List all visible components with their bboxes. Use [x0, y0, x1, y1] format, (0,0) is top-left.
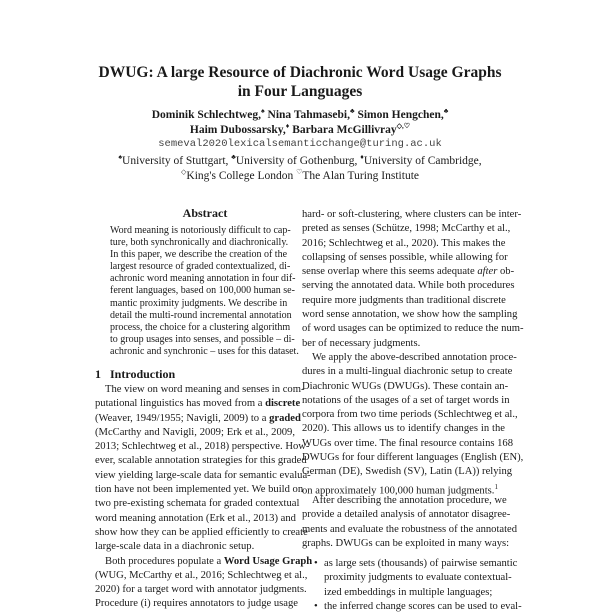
line-text: serving the annotated data. While both procedures: [302, 280, 515, 292]
abstract-line: process, the choice for a clustering algorithm: [110, 321, 291, 333]
line-text: DWUGs for four different languages (English (EN),: [302, 452, 524, 464]
text-line: [95, 512, 295, 526]
affiliation-mark: ♠: [118, 153, 123, 161]
line-text: ever, scalable annotation strategies for this graded: [95, 455, 307, 467]
text-line: [302, 380, 509, 394]
text-line: [302, 465, 513, 479]
text-line: [95, 583, 307, 597]
line-text: word meaning annotation (Erk et al., 2013) and: [95, 512, 296, 524]
text-line: [302, 523, 518, 537]
right-column-body: [302, 208, 524, 614]
affiliation-mark: ♦: [360, 153, 364, 161]
text-line: [95, 597, 298, 611]
section-title: Introduction: [110, 367, 176, 381]
abstract-line: ture, both synchronically and diachronically.: [110, 237, 289, 249]
affiliation-name: University of Stuttgart,: [122, 154, 229, 167]
author-name: Nina Tahmasebi,: [267, 108, 350, 121]
line-text: Procedure (i) requires annotators to judge usage: [95, 598, 298, 610]
text-line: [302, 308, 518, 322]
abstract-line: detail the multi-round incremental annotation: [110, 309, 292, 321]
affiliation-name: The Alan Turing Institute: [302, 169, 419, 182]
section-heading-introduction: [95, 367, 175, 382]
abstract-line: achronic word meaning annotation in four dif-: [110, 273, 296, 285]
abstract-line: ferent languages, based on 100,000 human se-: [110, 285, 295, 297]
text-line: [95, 440, 310, 454]
line-text: 2020). This allows us to identify changes in the: [302, 423, 505, 435]
text-line: [302, 337, 505, 351]
abstract-line: Word meaning is notoriously difficult to cap-: [110, 225, 291, 236]
abstract-line: mantic proximity judgments. We describe in: [110, 297, 288, 309]
bullet-line: • the inferred change scores can be used to eval-: [312, 600, 505, 614]
bullet-item: [312, 600, 522, 614]
line-text: (Weaver, 1949/1955; Navigli, 2009) to a: [95, 412, 270, 424]
introduction-body: [95, 383, 313, 612]
contact-email[interactable]: semeval2020lexicalsemanticchange@turing.ac.uk: [158, 138, 442, 150]
text-line: [95, 469, 311, 483]
text-line: [302, 480, 505, 497]
line-text: 2016; Schlechtweg et al., 2020). This makes the: [302, 237, 506, 249]
bullet-line: proximity judgments to evaluate contextual-: [324, 572, 512, 584]
bullet-item: [312, 557, 518, 600]
text-line: [302, 451, 524, 465]
text-line: [302, 408, 518, 422]
affiliation-mark: ♣: [231, 153, 236, 161]
authors-line-2: [0, 122, 600, 136]
line-text: corpora from two time periods (Schlechtweg et al.,: [302, 409, 518, 421]
abstract-heading: Abstract: [182, 206, 228, 220]
line-text: hard- or soft-clustering, where clusters can be inter-: [302, 209, 522, 220]
line-text: view yielding large-scale data for semantic evalua-: [95, 469, 311, 481]
author-name: Haim Dubossarsky,: [189, 123, 286, 136]
line-text: (McCarthy and Navigli, 2009; Erk et al., 2009,: [95, 426, 295, 438]
line-text: collapsing of senses possible, while allowing for: [302, 251, 508, 263]
line-text: require more judgments than traditional discrete: [302, 294, 506, 306]
paper-title-line-1: DWUG: A large Resource of Diachronic Word Usage Graphs: [98, 64, 502, 81]
affiliation-name: King's College London: [186, 169, 294, 182]
author-name: Dominik Schlechtweg,: [151, 108, 261, 121]
text-line: [95, 454, 307, 468]
line-text: ber of necessary judgments.: [302, 337, 421, 349]
text-line: [302, 365, 513, 379]
line-text: ob-: [497, 266, 515, 278]
line-text: of word usages can be optimized to reduce the num-: [302, 323, 524, 335]
author-mark: ♣: [443, 107, 449, 115]
line-text: sense overlap where this seems adequate: [302, 266, 478, 278]
bold-term: discrete: [265, 398, 301, 410]
line-text: large-scale data in a diachronic setup.: [95, 541, 255, 553]
line-text: Both procedures populate a: [105, 555, 224, 567]
affiliation-mark: ♡: [296, 168, 303, 176]
line-text: German (DE), Swedish (SV), Latin (LA)) relying: [302, 466, 513, 478]
abstract-line: In this paper, we describe the creation of the: [110, 249, 288, 261]
text-line: [95, 383, 305, 397]
author-name: Simon Hengchen,: [357, 108, 444, 121]
line-text: two pre-existing schemata for graded contextual: [95, 498, 300, 510]
text-line: [302, 237, 505, 251]
text-line: [302, 394, 510, 408]
line-text: WUGs over time. The final resource contains 168: [302, 437, 514, 449]
bullet-line: ized embeddings in multiple languages;: [324, 586, 493, 598]
text-line: [302, 294, 505, 308]
bullet-line: • as large sets (thousands) of pairwise semantic: [312, 557, 505, 571]
text-line: [302, 279, 515, 293]
text-line: [302, 208, 522, 222]
section-number: 1: [95, 367, 101, 381]
line-text: Diachronic WUGs (DWUGs). These contain an-: [302, 380, 509, 392]
line-text: (WUG, McCarthy et al., 2016; Schlechtweg et al.,: [95, 569, 308, 581]
footnote-marker: 1: [494, 482, 498, 491]
line-text: After describing the annotation procedure, we: [312, 494, 507, 506]
text-line: [302, 494, 505, 508]
abstract-line: to group usages into senses, and possible – di-: [110, 333, 295, 345]
author-mark: ◇,♡: [396, 122, 411, 130]
text-line: [302, 322, 524, 336]
affiliation-name: University of Cambridge,: [363, 154, 482, 167]
line-text: graphs. DWUGs can be exploited in many ways:: [302, 537, 510, 549]
line-text: 2013; Schlechtweg et al., 2018) perspective. How-: [95, 441, 310, 453]
text-line: [302, 422, 505, 436]
line-text: tion have not been implemented yet. We build on: [95, 484, 304, 496]
line-text: The view on word meaning and senses in com-: [105, 384, 305, 395]
line-text: putational linguistics has moved from a: [95, 398, 266, 410]
italic-term: after: [477, 266, 498, 278]
authors-line-1: [0, 107, 600, 121]
author-mark: ♦: [285, 122, 290, 130]
abstract-line: achronic and synchronic – uses for this dataset.: [110, 345, 299, 357]
text-line: [95, 540, 295, 554]
bold-term: graded: [269, 412, 301, 424]
line-text: 2020) for a target word with annotator judgments.: [95, 584, 307, 596]
line-text: We apply the above-described annotation proce-: [312, 351, 517, 363]
paper-title-line-2: in Four Languages: [237, 83, 363, 100]
text-line: [95, 526, 308, 540]
affiliation-mark: ◇: [181, 168, 187, 176]
affiliations-line-1: [0, 153, 600, 167]
line-text: dures in a multi-lingual diachronic setup to create: [302, 366, 513, 378]
text-line: [302, 437, 514, 451]
bold-term: Word Usage Graph: [223, 555, 313, 567]
line-text: preted as senses (Schütze, 1998; McCarthy et al.,: [302, 223, 511, 235]
text-line: [302, 222, 511, 236]
author-mark: ♣: [349, 107, 355, 115]
line-text: ments and evaluate the robustness of the annotated: [302, 523, 518, 535]
author-mark: ♠: [260, 107, 265, 115]
line-text: word sense annotation, we show how the sampling: [302, 309, 518, 321]
text-line: [95, 569, 308, 583]
text-line: [302, 508, 511, 522]
text-line: [95, 397, 301, 411]
abstract-line: largest resource of graded contextualized, di-: [110, 261, 291, 273]
author-name: Barbara McGillivray: [292, 123, 397, 136]
text-line: [302, 265, 515, 279]
line-text: on approximately 100,000 human judgments.: [302, 485, 495, 497]
line-text: provide a detailed analysis of annotator disagree-: [302, 509, 511, 521]
text-line: [302, 251, 508, 265]
text-line: [302, 537, 510, 551]
text-line: [95, 555, 313, 569]
text-line: [95, 483, 304, 497]
text-line: [95, 497, 300, 511]
abstract-body: [110, 225, 299, 358]
affiliations-line-2: [0, 168, 600, 182]
affiliation-name: University of Gothenburg,: [235, 154, 358, 167]
text-line: [95, 412, 301, 426]
line-text: notations of the usages of a set of target words in: [302, 394, 510, 406]
text-line: [95, 426, 295, 440]
line-text: show how they can be applied efficiently to create: [95, 526, 308, 538]
text-line: [302, 351, 517, 365]
